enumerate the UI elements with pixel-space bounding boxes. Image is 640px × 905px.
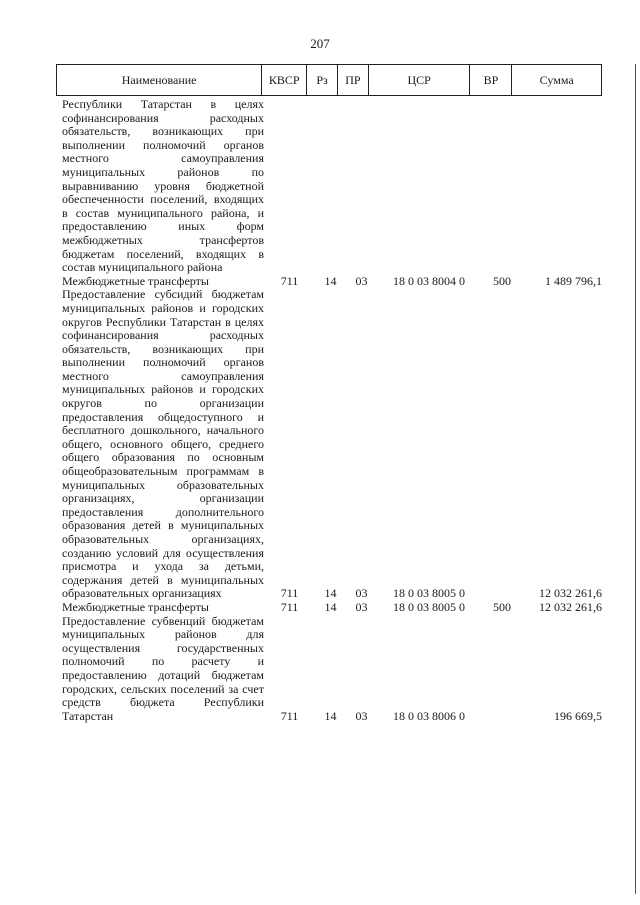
table-row [62,275,602,289]
header-sum: Сумма [511,65,601,95]
row-csr: 18 0 03 8004 0 [393,273,465,288]
row-rz: 14 [324,599,337,614]
row-name: Межбюджетные трансферты [62,599,209,614]
table-body [62,98,602,723]
row-rz: 14 [324,273,337,288]
row-kvsr: 711 [280,599,299,614]
header-rz: Рз [306,65,337,95]
row-sum: 12 032 261,6 [539,599,602,614]
table-row [62,615,602,724]
row-csr: 18 0 03 8005 0 [393,586,465,601]
table-header [56,64,602,96]
row-name: Предоставление субвенций бюджетам муниципальных районов для осуществления государственных полномочий по расчету и предоставлению дотаций бюджетам городских, сельских поселений за счет средств бюджета Республики Татарстан [62,613,264,723]
row-pr: 03 [355,273,368,288]
row-pr: 03 [355,599,368,614]
row-vr: 500 [493,273,511,288]
table-row [62,288,602,601]
table-row [62,601,602,615]
header-name: Наименование [121,72,197,87]
page-number: 207 [310,36,330,51]
table-row [62,98,602,275]
row-kvsr: 711 [280,273,299,288]
row-csr: 18 0 03 8005 0 [393,599,465,614]
row-kvsr: 711 [280,586,299,601]
row-pr: 03 [355,708,368,723]
row-sum: 12 032 261,6 [539,586,602,601]
row-pr: 03 [355,586,368,601]
row-rz: 14 [324,708,337,723]
row-csr: 18 0 03 8006 0 [393,708,465,723]
header-vr: ВР [469,65,511,95]
row-kvsr: 711 [280,708,299,723]
header-pr: ПР [337,65,368,95]
row-sum: 196 669,5 [554,708,602,723]
row-vr: 500 [493,599,511,614]
header-kvsr: КВСР [261,65,306,95]
row-name: Республики Татарстан в целях софинансирования расходных обязательств, возникающих при выполнении полномочий органов местного самоуправления муниципальных районов по выравниванию уровня бюджетной обеспеченности поселений, входящих в состав муниципального района, и предоставлению иных форм межбюджетных трансфертов бюджетам поселений, входящих в состав муниципального района [62,97,264,275]
row-name: Предоставление субсидий бюджетам муниципальных районов и городских округов Республики Татарстан в целях софинансирования расходных обязательств, возникающих при выполнении полномочий органов местного самоуправления муниципальных районов и городских округов по организации предоставления общедоступного и бесплатного дошкольного, начального общего, основного общего, среднего общего образования по основным общеобразовательным программам в муниципальных образовательных организациях, организации предоставления дополнительного образования детей в муниципальных образовательных организациях, созданию условий для осуществления присмотра и ухода за детьми, содержания детей в муниципальных образовательных организациях [62,287,264,601]
header-csr: ЦСР [368,65,470,95]
row-rz: 14 [324,586,337,601]
row-sum: 1 489 796,1 [545,273,602,288]
scan-edge-line [635,64,636,894]
row-name: Межбюджетные трансферты [62,273,209,288]
